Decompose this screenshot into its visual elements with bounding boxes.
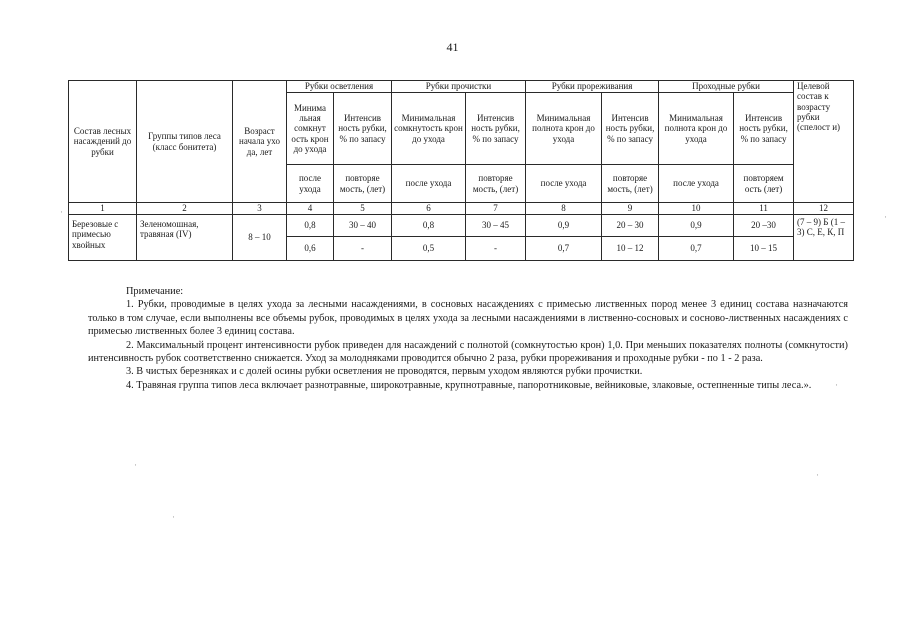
notes-title: Примечание: bbox=[126, 286, 184, 297]
scan-speck: · bbox=[60, 207, 63, 217]
page-number: 41 bbox=[446, 40, 459, 54]
header-thinning-after-care: после ухода bbox=[392, 165, 466, 203]
cell-value: 20 –30 bbox=[734, 215, 794, 237]
column-number: 3 bbox=[233, 203, 287, 215]
cell-value: 0,9 bbox=[659, 215, 734, 237]
header-passage-repeat: повторяем ость (лет) bbox=[734, 165, 794, 203]
header-cleaning-min-density: Минима льная сомкнут ость крон до ухода bbox=[287, 93, 334, 165]
cell-value: 0,9 bbox=[526, 215, 602, 237]
header-forest-groups: Группы типов леса (класс бонитета) bbox=[137, 81, 233, 203]
cell-value: - bbox=[466, 237, 526, 261]
header-passage-intensity: Интенсив ность рубки, % по запасу bbox=[734, 93, 794, 165]
cell-value: 0,6 bbox=[287, 237, 334, 261]
header-passage-fellings: Проходные рубки bbox=[659, 81, 794, 93]
cell-value: 30 – 45 bbox=[466, 215, 526, 237]
scan-speck: · bbox=[134, 460, 137, 470]
column-number-row bbox=[69, 203, 854, 215]
cell-value: 30 – 40 bbox=[334, 215, 392, 237]
note-1: 1. Рубки, проводимые в целях ухода за лесными насаждениями, в сосновых насаждениях с примесью лиственных пород менее 3 единиц состава назначаются только в том случае, если выполнены все объемы рубок, проводимых в целях ухода за лесными насаждениями в лиственно-сосновых и сосново-лиственных насаждениях с примесью лиственных более 3 единиц состава. bbox=[88, 299, 848, 338]
header-sparse-min-fullness: Минимальная полнота крон до ухода bbox=[526, 93, 602, 165]
header-sparse-intensity: Интенсив ность рубки, % по запасу bbox=[602, 93, 659, 165]
column-number: 8 bbox=[526, 203, 602, 215]
header-cleaning-intensity: Интенсив ность рубки, % по запасу bbox=[334, 93, 392, 165]
header-thinning-repeat: повторяе мость, (лет) bbox=[466, 165, 526, 203]
column-number: 4 bbox=[287, 203, 334, 215]
cell-start-age: 8 – 10 bbox=[233, 215, 287, 261]
header-passage-after-care: после ухода bbox=[659, 165, 734, 203]
cell-value: 0,7 bbox=[526, 237, 602, 261]
column-number: 11 bbox=[734, 203, 794, 215]
header-sparse-after-care: после ухода bbox=[526, 165, 602, 203]
forest-care-table bbox=[68, 80, 854, 261]
scan-speck: · bbox=[884, 212, 887, 222]
column-number: 5 bbox=[334, 203, 392, 215]
cell-composition: Березовые с примесью хвойных bbox=[69, 215, 137, 261]
header-cleaning-fellings: Рубки осветления bbox=[287, 81, 392, 93]
cell-value: 0,5 bbox=[392, 237, 466, 261]
scan-speck: · bbox=[816, 470, 819, 480]
cell-value: 0,7 bbox=[659, 237, 734, 261]
header-thinning-intensity: Интенсив ность рубки, % по запасу bbox=[466, 93, 526, 165]
cell-value: 20 – 30 bbox=[602, 215, 659, 237]
column-number: 7 bbox=[466, 203, 526, 215]
table-row bbox=[69, 215, 854, 237]
column-number: 12 bbox=[794, 203, 854, 215]
notes-section bbox=[88, 285, 848, 392]
header-cleaning-repeat: повторяе мость, (лет) bbox=[334, 165, 392, 203]
header-cleaning-after-care: после ухода bbox=[287, 165, 334, 203]
cell-value: 10 – 12 bbox=[602, 237, 659, 261]
note-3: 3. В чистых березняках и с долей осины рубки осветления не проводятся, первым уходом являются рубки прочистки. bbox=[126, 366, 643, 378]
column-number: 1 bbox=[69, 203, 137, 215]
scan-speck: · bbox=[835, 380, 838, 390]
cell-value: 0,8 bbox=[392, 215, 466, 237]
column-number: 10 bbox=[659, 203, 734, 215]
note-4: 4. Травяная группа типов леса включает разнотравные, широкотравные, крупнотравные, папоротниковые, вейниковые, злаковые, остепненные типы леса.». bbox=[126, 379, 812, 391]
header-sparse-repeat: повторяе мость, (лет) bbox=[602, 165, 659, 203]
column-number: 9 bbox=[602, 203, 659, 215]
cell-target-composition: (7 – 9) Б (1 – 3) С, Е, К, П bbox=[794, 215, 854, 261]
column-number: 6 bbox=[392, 203, 466, 215]
cell-value: 10 – 15 bbox=[734, 237, 794, 261]
header-start-age: Возраст начала ухо да, лет bbox=[233, 81, 287, 203]
cell-forest-group: Зеленомошная, травяная (IV) bbox=[137, 215, 233, 261]
cell-value: - bbox=[334, 237, 392, 261]
header-thinning-fellings: Рубки прочистки bbox=[392, 81, 526, 93]
column-number: 2 bbox=[137, 203, 233, 215]
header-passage-min-fullness: Минимальная полнота крон до ухода bbox=[659, 93, 734, 165]
cell-value: 0,8 bbox=[287, 215, 334, 237]
header-sparse-fellings: Рубки прореживания bbox=[526, 81, 659, 93]
header-composition: Состав лесных насаждений до рубки bbox=[69, 81, 137, 203]
header-thinning-min-density: Минимальная сомкнутость крон до ухода bbox=[392, 93, 466, 165]
note-2: 2. Максимальный процент интенсивности рубок приведен для насаждений с полнотой (сомкнутостью крон) 1,0. При меньших показателях полноты (сомкнутости) интенсивность рубок соответственно снижается. Уход за молодняками проводится обычно 2 раза, рубки прореживания и проходные рубки - по 1 - 2 раза. bbox=[88, 339, 848, 365]
header-target-composition: Целевой состав к возрасту рубки (спелост и) bbox=[794, 81, 854, 203]
scan-speck: · bbox=[172, 512, 175, 522]
